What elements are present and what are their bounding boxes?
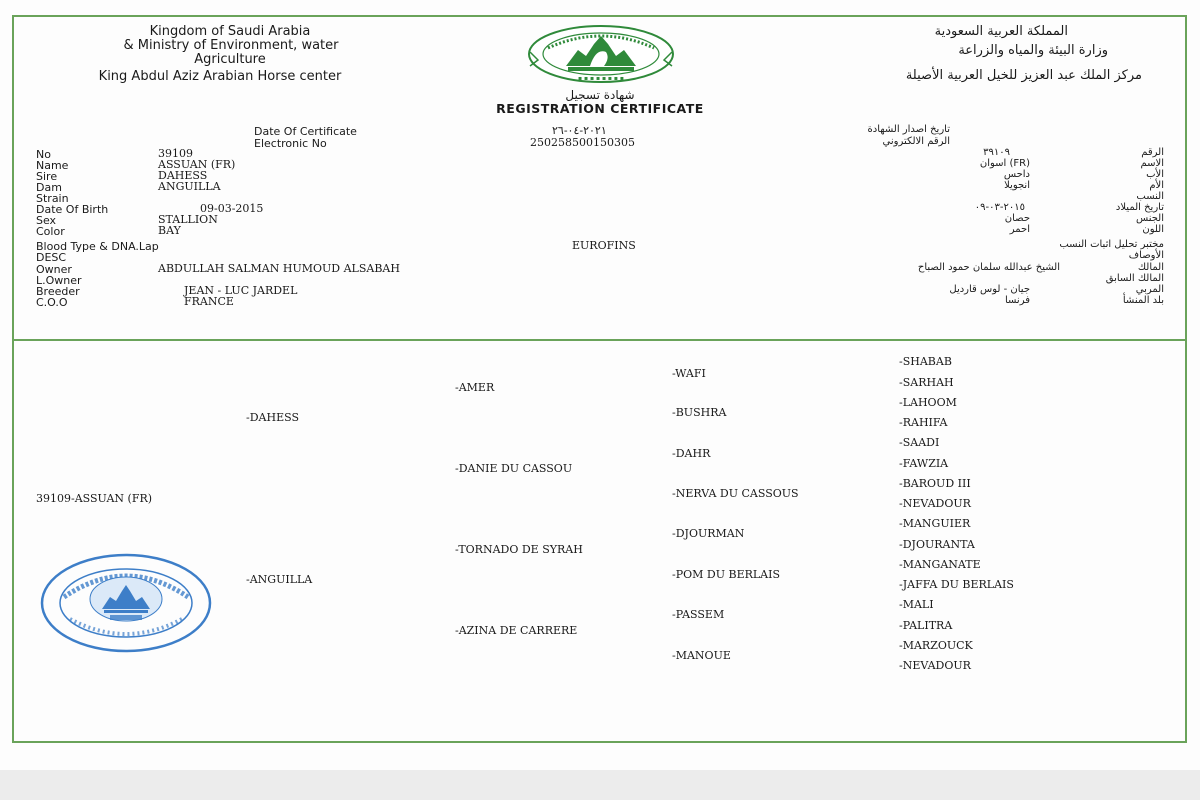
field-label-no-ar: الرقم <box>1141 147 1164 158</box>
pedigree-sire: -DAHESS <box>246 411 299 424</box>
field-value-blood-type: EUROFINS <box>572 239 636 252</box>
pedigree-dam: -ANGUILLA <box>246 573 313 586</box>
field-label-desc-ar: الأوصاف <box>1128 250 1164 261</box>
pedigree-gen2-item: -AMER <box>455 381 495 394</box>
field-label-date-of-birth: Date Of Birth <box>36 203 109 216</box>
pedigree-gen3-item: -MANOUE <box>672 649 731 662</box>
field-value-coo: FRANCE <box>184 295 234 308</box>
pedigree-gen4-item: -LAHOOM <box>899 396 957 409</box>
field-label-blood-type-ar: مختبر تحليل اثبات النسب <box>1059 239 1164 250</box>
field-label-color-ar: اللون <box>1142 224 1164 235</box>
field-value-sex-ar: حصان <box>1004 213 1030 224</box>
field-value-name-ar: (FR) اسوان <box>979 158 1030 169</box>
field-value-dam-ar: انجويلا <box>1004 180 1030 191</box>
electronic-no-label-ar: الرقم الالكتروني <box>882 136 950 147</box>
field-label-name: Name <box>36 159 69 172</box>
field-label-last-owner-ar: المالك السابق <box>1105 273 1164 284</box>
field-value-no: 39109 <box>158 147 193 160</box>
pedigree-subject: 39109-ASSUAN (FR) <box>36 492 153 505</box>
field-value-date-of-birth: 09-03-2015 <box>200 202 264 215</box>
section-divider <box>12 339 1187 341</box>
header-ar-line3: مركز الملك عبد العزيز للخيل العربية الأصيلة <box>905 68 1142 83</box>
field-label-coo-ar: بلد المنشأ <box>1122 295 1164 306</box>
field-label-dam: Dam <box>36 181 62 194</box>
field-value-sire: DAHESS <box>158 169 208 182</box>
field-label-sex: Sex <box>36 214 57 227</box>
pedigree-gen2-item: -DANIE DU CASSOU <box>455 462 573 475</box>
pedigree-gen4-item: -MANGUIER <box>899 517 971 530</box>
pedigree-gen2-item: -TORNADO DE SYRAH <box>455 543 583 556</box>
pedigree-gen4-item: -DJOURANTA <box>899 538 975 551</box>
pedigree-gen4-item: -SARHAH <box>899 376 954 389</box>
center-logo <box>526 22 676 92</box>
pedigree-gen3-item: -NERVA DU CASSOUS <box>672 487 799 500</box>
field-label-owner-ar: المالك <box>1137 262 1164 273</box>
pedigree-gen4-item: -MANGANATE <box>899 558 981 571</box>
pedigree-gen3-item: -DJOURMAN <box>672 527 745 540</box>
electronic-no-label: Electronic No <box>254 137 327 150</box>
field-value-date-of-birth-ar: ٢٠١٥-٠٣-٠٩ <box>974 202 1025 213</box>
pedigree-gen3-item: -BUSHRA <box>672 406 727 419</box>
field-label-dam-ar: الأم <box>1149 180 1164 191</box>
pedigree-gen2-item: -AZINA DE CARRERE <box>455 624 578 637</box>
field-label-last-owner: L.Owner <box>36 274 82 287</box>
field-label-name-ar: الاسم <box>1140 158 1164 169</box>
field-label-breeder-ar: المربي <box>1135 284 1164 295</box>
pedigree-gen4-item: -BAROUD III <box>899 477 971 490</box>
field-label-date-of-birth-ar: تاريخ الميلاد <box>1115 202 1164 213</box>
field-label-sex-ar: الجنس <box>1135 213 1164 224</box>
field-value-breeder-ar: جيان - لوس قارديل <box>949 284 1030 295</box>
svg-text:▪ ▪ ▪ ▪ ▪ ▪ ▪ ▪: ▪ ▪ ▪ ▪ ▪ ▪ ▪ ▪ <box>578 75 624 82</box>
date-of-certificate-label: Date Of Certificate <box>254 125 357 138</box>
field-value-owner: ABDULLAH SALMAN HUMOUD ALSABAH <box>158 262 400 275</box>
pedigree-gen4-item: -PALITRA <box>899 619 953 632</box>
pedigree-gen4-item: -JAFFA DU BERLAIS <box>899 578 1014 591</box>
field-value-coo-ar: فرنسا <box>1004 295 1030 306</box>
pedigree-gen4-item: -FAWZIA <box>899 457 949 470</box>
pedigree-gen3-item: -POM DU BERLAIS <box>672 568 781 581</box>
header-ar-line2: وزارة البيئة والمياه والزراعة <box>958 43 1108 58</box>
field-label-no: No <box>36 148 51 161</box>
page-bottom-margin <box>0 770 1200 800</box>
registration-stamp <box>40 553 212 653</box>
header-en-line3: Agriculture <box>194 52 266 67</box>
pedigree-gen3-item: -DAHR <box>672 447 711 460</box>
field-label-sire-ar: الأب <box>1146 169 1164 180</box>
date-of-certificate-value: ٢٠٢١-٠٤-٢٦ <box>552 124 607 137</box>
pedigree-gen4-item: -SAADI <box>899 436 940 449</box>
pedigree-gen4-item: -RAHIFA <box>899 416 948 429</box>
title-arabic: شهادة تسجيل <box>565 88 635 102</box>
pedigree-gen4-item: -NEVADOUR <box>899 497 971 510</box>
title-english: REGISTRATION CERTIFICATE <box>496 101 704 116</box>
field-value-no-ar: ٣٩١٠٩ <box>983 147 1010 158</box>
field-label-blood-type: Blood Type & DNA.Lap <box>36 240 159 253</box>
field-value-color-ar: احمر <box>1009 224 1030 235</box>
field-label-breeder: Breeder <box>36 285 80 298</box>
field-label-sire: Sire <box>36 170 58 183</box>
pedigree-gen4-item: -SHABAB <box>899 355 952 368</box>
pedigree-gen3-item: -PASSEM <box>672 608 725 621</box>
field-value-owner-ar: الشيخ عبدالله سلمان حمود الصباح <box>917 262 1060 273</box>
field-label-color: Color <box>36 225 65 238</box>
electronic-no-value: 250258500150305 <box>530 136 635 149</box>
pedigree-gen4-item: -MARZOUCK <box>899 639 973 652</box>
field-label-owner: Owner <box>36 263 72 276</box>
field-value-name: ASSUAN (FR) <box>158 158 236 171</box>
field-value-sex: STALLION <box>158 213 218 226</box>
date-of-certificate-label-ar: تاريخ اصدار الشهادة <box>867 124 950 135</box>
pedigree-gen4-item: -MALI <box>899 598 934 611</box>
pedigree-gen3-item: -WAFI <box>672 367 706 380</box>
field-label-strain-ar: النسب <box>1136 191 1164 202</box>
field-label-coo: C.O.O <box>36 296 68 309</box>
field-value-color: BAY <box>158 224 181 237</box>
field-label-strain: Strain <box>36 192 69 205</box>
header-en-line4: King Abdul Aziz Arabian Horse center <box>98 69 342 84</box>
pedigree-gen4-item: -NEVADOUR <box>899 659 971 672</box>
field-value-sire-ar: داحس <box>1003 169 1030 180</box>
header-en-line2: & Ministry of Environment, water <box>123 38 339 53</box>
field-value-breeder: JEAN - LUC JARDEL <box>184 284 298 297</box>
header-ar-line1: المملكة العربية السعودية <box>934 24 1068 39</box>
field-label-desc: DESC <box>36 251 67 264</box>
header-en-line1: Kingdom of Saudi Arabia <box>149 24 311 39</box>
field-value-dam: ANGUILLA <box>158 180 221 193</box>
